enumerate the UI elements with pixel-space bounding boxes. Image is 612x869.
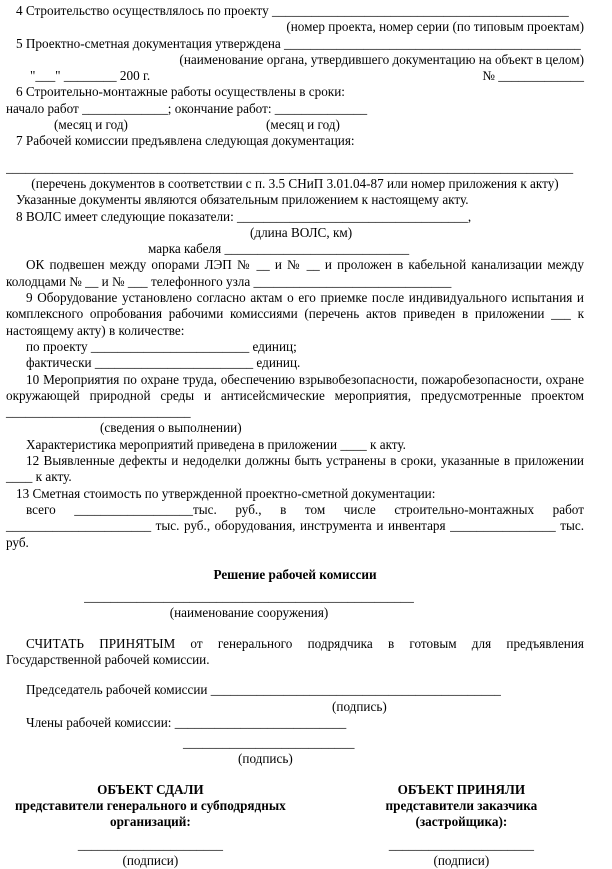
object-handed-over-column (6, 782, 295, 869)
chairman-caption-line (6, 699, 584, 715)
form-item-4-caption: (номер проекта, номер серии (по типовым проектам) (286, 19, 584, 35)
members-line: Члены рабочей комиссии: __________________________ (26, 714, 347, 730)
object-handed-over-title: ОБЪЕКТ СДАЛИ (97, 781, 204, 797)
structure-name-caption: (наименование сооружения) (169, 605, 329, 621)
form-item-8: 8 ВОЛС имеет следующие показатели: ___________________________________, (16, 208, 472, 224)
form-item-9: 9 Оборудование установлено согласно актам о его приемке после индивидуального испытания и комплексного опробования рабочими комиссиями (перечень актов приведен в приложении ___ к настоящему акту) в количестве: (6, 290, 584, 338)
form-item-7-caption: (перечень документов в соответствии с п. 3.5 СНиП 3.01.04-87 или номер приложения к акту) (31, 175, 559, 191)
document-number-blank: № _____________ (482, 68, 584, 84)
chairman-line: Председатель рабочей комиссии ____________________________________________ (26, 682, 501, 698)
month-year-caption-start: (месяц и год) (54, 117, 128, 133)
form-item-7-note: Указанные документы являются обязательным приложением к настоящему акту. (16, 192, 469, 208)
form-item-7-blank: ______________________________________________________________________________________ (6, 159, 574, 175)
execution-info-caption: (сведения о выполнении) (100, 420, 242, 436)
form-item-4: 4 Строительство осуществлялось по проекту _____________________________________________ (16, 3, 569, 18)
date-blank: "___" ________ 200 г. (30, 68, 151, 84)
form-item-6: 6 Строительно-монтажные работы осуществлены в сроки: (16, 84, 345, 100)
chairman-signature-caption: (подпись) (332, 698, 387, 714)
members-caption-line (6, 751, 584, 767)
contractor-signatures-caption: (подписи) (122, 852, 179, 868)
form-item-9-actual: фактически ________________________ единиц. (26, 355, 301, 371)
form-item-8-caption (6, 225, 584, 241)
object-accepted-title: ОБЪЕКТ ПРИНЯЛИ (397, 781, 526, 797)
member-signature-blank: __________________________ (183, 735, 355, 751)
cable-suspension-paragraph: ОК подвешен между опорами ЛЭП № __ и № __ и проложен в кабельной канализации между колодцами № __ и № ___ телефонного узла ______________________________ (6, 257, 584, 289)
form-item-13: 13 Сметная стоимость по утвержденной проектно-сметной документации: (16, 485, 436, 501)
customer-signature-blank: ______________________ (388, 836, 534, 852)
form-item-5-caption: (наименование органа, утвердившего документацию на объект в целом) (179, 51, 584, 67)
members-blank-line (6, 735, 584, 751)
form-item-6-dates: начало работ _____________; окончание работ: ______________ (6, 100, 368, 116)
form-item-11: Характеристика мероприятий приведена в приложении ____ к акту. (26, 436, 406, 452)
form-item-12: 12 Выявленные дефекты и недоделки должны быть устранены в сроки, указанные в приложении ____ к акту. (6, 453, 584, 485)
form-item-13-detail: всего __________________тыс. руб., в том числе строительно-монтажных работ ______________________ тыс. руб., оборудования, инструмента и инвентаря ________________ тыс. руб. (6, 501, 584, 550)
form-item-7: 7 Рабочей комиссии предъявлена следующая документация: (16, 133, 355, 149)
contractor-signature-blank: ______________________ (77, 836, 223, 852)
decision-statement: СЧИТАТЬ ПРИНЯТЫМ от генерального подрядчика в готовым для предъявления Государственной рабочей комиссии. (6, 635, 584, 667)
handover-section (6, 782, 584, 869)
form-item-10-caption (6, 420, 584, 436)
cable-brand-line (6, 241, 584, 257)
contractor-representatives-label: представители генерального и субподрядных организаций: (15, 798, 286, 830)
customer-signatures-caption: (подписи) (433, 852, 490, 868)
decision-structure-block (6, 589, 584, 622)
form-item-9-project: по проекту ________________________ единиц; (26, 338, 297, 354)
month-year-captions (6, 117, 584, 133)
structure-name-blank: __________________________________________________ (84, 589, 414, 605)
month-year-caption-end: (месяц и год) (265, 117, 340, 133)
form-item-5: 5 Проектно-сметная документация утверждена _____________________________________________ (16, 35, 581, 51)
object-accepted-column (339, 782, 584, 869)
members-signature-caption: (подпись) (238, 751, 293, 767)
form-item-10: 10 Мероприятия по охране труда, обеспечению взрывобезопасности, пожаробезопасности, охране окружающей природной среды и антисейсмические мероприятия, предусмотренные проектом ____________________________ (6, 371, 584, 420)
date-and-number-line (6, 68, 584, 84)
cable-brand-blank: марка кабеля ____________________________ (148, 241, 410, 257)
length-caption: (длина ВОЛС, км) (250, 224, 353, 240)
customer-representatives-label: представители заказчика (застройщика): (385, 798, 538, 830)
decision-section-title: Решение рабочей комиссии (213, 566, 377, 582)
